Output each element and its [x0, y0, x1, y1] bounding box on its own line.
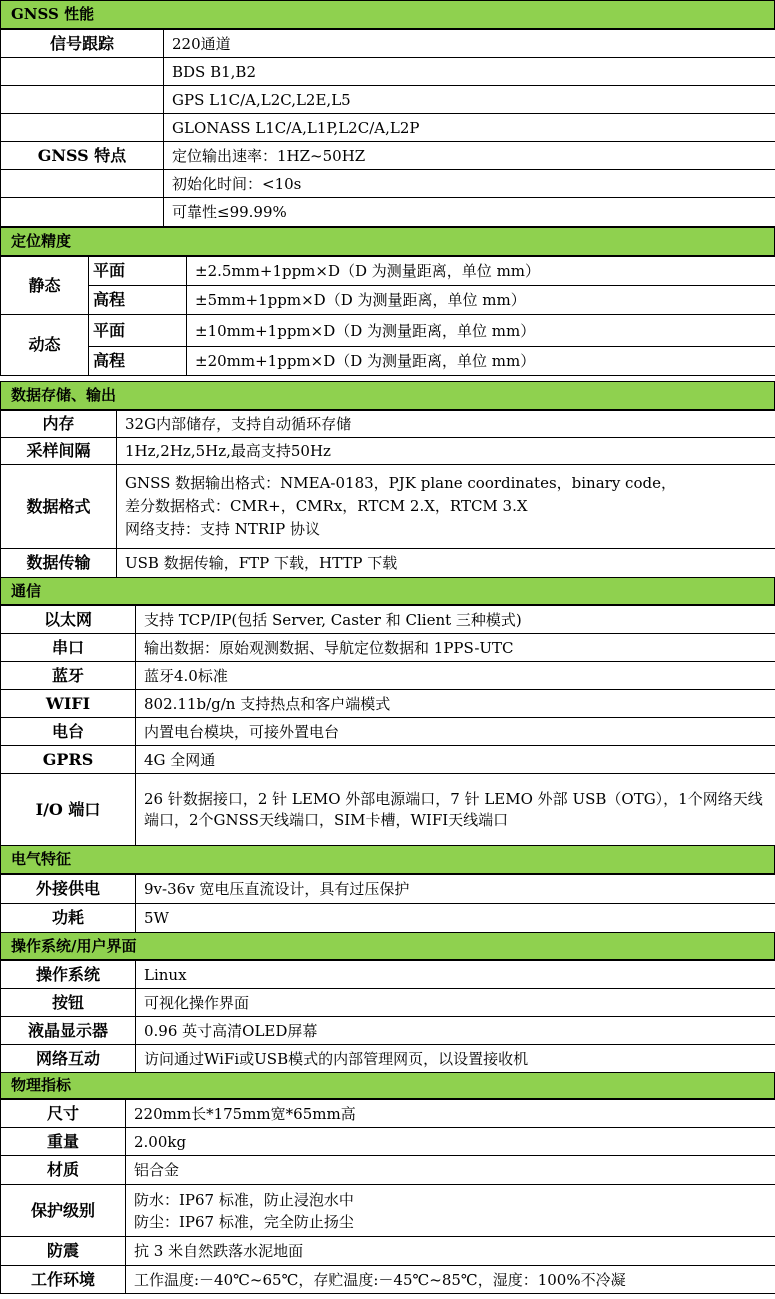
dynamic-label: 动态 — [1, 315, 89, 376]
height-label: 高程 — [89, 286, 187, 315]
comm-value: 26 针数据接口，2 针 LEMO 外部电源端口，7 针 LEMO 外部 USB（OTG），1个网络天线端口，2个GNSS天线端口，SIM卡槽，WIFI天线端口 — [136, 774, 775, 846]
weight-label: 重量 — [1, 1128, 126, 1156]
plane-label: 平面 — [89, 315, 187, 347]
comm-label: 电台 — [1, 718, 136, 746]
static-height-value: ±5mm+1ppm×D（D 为测量距离，单位 mm） — [187, 286, 775, 315]
sampling-interval-value: 1Hz,2Hz,5Hz,最高支持50Hz — [117, 438, 775, 465]
section-header-communication: 通信 — [0, 577, 775, 605]
electrical-label: 功耗 — [1, 904, 136, 933]
comm-value: 蓝牙4.0标准 — [136, 662, 775, 690]
dynamic-plane-value: ±10mm+1ppm×D（D 为测量距离，单位 mm） — [187, 315, 775, 347]
gnss-table — [0, 29, 775, 227]
plane-label: 平面 — [89, 257, 187, 286]
gnss-features-label: GNSS 特点 — [1, 142, 164, 170]
os-value: 访问通过WiFi或USB模式的内部管理网页，以设置接收机 — [136, 1045, 775, 1073]
os-table — [0, 960, 775, 1073]
gnss-value: GPS L1C/A,L2C,L2E,L5 — [164, 86, 775, 114]
protection-line: 防尘：IP67 标准，完全防止扬尘 — [134, 1212, 354, 1231]
os-label: 液晶显示器 — [1, 1017, 136, 1045]
gnss-value: 220通道 — [164, 30, 775, 58]
gnss-value: 定位输出速率：1HZ~50HZ — [164, 142, 775, 170]
data-transfer-label: 数据传输 — [1, 549, 117, 578]
physical-table — [0, 1099, 775, 1294]
section-header-storage: 数据存储、输出 — [0, 381, 775, 410]
sampling-interval-label: 采样间隔 — [1, 438, 117, 465]
comm-value: 内置电台模块，可接外置电台 — [136, 718, 775, 746]
electrical-value: 9v-36v 宽电压直流设计，具有过压保护 — [136, 875, 775, 904]
accuracy-table — [0, 256, 775, 376]
material-value: 铝合金 — [126, 1156, 775, 1185]
section-header-gnss: GNSS 性能 — [0, 0, 775, 29]
comm-label: 蓝牙 — [1, 662, 136, 690]
size-value: 220mm长*175mm宽*65mm高 — [126, 1100, 775, 1128]
comm-value: 输出数据：原始观测数据、导航定位数据和 1PPS-UTC — [136, 634, 775, 662]
data-transfer-value: USB 数据传输，FTP 下载，HTTP 下载 — [117, 549, 775, 578]
electrical-table — [0, 874, 775, 933]
comm-value: 802.11b/g/n 支持热点和客户端模式 — [136, 690, 775, 718]
section-header-accuracy: 定位精度 — [0, 227, 775, 256]
section-header-os: 操作系统/用户界面 — [0, 932, 775, 960]
gnss-value: 初始化时间：<10s — [164, 170, 775, 198]
height-label: 高程 — [89, 347, 187, 376]
comm-label: 以太网 — [1, 606, 136, 634]
data-format-line: GNSS 数据输出格式：NMEA-0183，PJK plane coordinates，binary code， — [125, 474, 676, 492]
gnss-value: GLONASS L1C/A,L1P,L2C/A,L2P — [164, 114, 775, 142]
shock-label: 防震 — [1, 1237, 126, 1266]
os-value: Linux — [136, 961, 775, 989]
shock-value: 抗 3 米自然跌落水泥地面 — [126, 1237, 775, 1266]
weight-value: 2.00kg — [126, 1128, 775, 1156]
material-label: 材质 — [1, 1156, 126, 1185]
comm-value: 4G 全网通 — [136, 746, 775, 774]
gnss-value: 可靠性≤99.99% — [164, 198, 775, 227]
os-label: 按钮 — [1, 989, 136, 1017]
comm-value: 支持 TCP/IP(包括 Server, Caster 和 Client 三种模式) — [136, 606, 775, 634]
signal-tracking-label: 信号跟踪 — [1, 30, 164, 58]
electrical-value: 5W — [136, 904, 775, 933]
section-header-physical: 物理指标 — [0, 1072, 775, 1099]
data-format-line: 差分数据格式：CMR+，CMRx，RTCM 2.X，RTCM 3.X — [125, 497, 528, 515]
comm-label: WIFI — [1, 690, 136, 718]
electrical-label: 外接供电 — [1, 875, 136, 904]
protection-line: 防水：IP67 标准，防止浸泡水中 — [134, 1190, 354, 1209]
os-value: 0.96 英寸高清OLED屏幕 — [136, 1017, 775, 1045]
memory-label: 内存 — [1, 411, 117, 438]
static-label: 静态 — [1, 257, 89, 315]
protection-label: 保护级别 — [1, 1185, 126, 1237]
environment-label: 工作环境 — [1, 1266, 126, 1294]
gnss-value: BDS B1,B2 — [164, 58, 775, 86]
data-format-label: 数据格式 — [1, 465, 117, 549]
memory-value: 32G内部储存，支持自动循环存储 — [117, 411, 775, 438]
comm-label: 串口 — [1, 634, 136, 662]
section-header-electrical: 电气特征 — [0, 845, 775, 874]
communication-table — [0, 605, 775, 846]
static-plane-value: ±2.5mm+1ppm×D（D 为测量距离，单位 mm） — [187, 257, 775, 286]
environment-value: 工作温度:－40℃~65℃，存贮温度:－45℃~85℃，湿度：100%不冷凝 — [126, 1266, 775, 1294]
os-value: 可视化操作界面 — [136, 989, 775, 1017]
os-label: 网络互动 — [1, 1045, 136, 1073]
os-label: 操作系统 — [1, 961, 136, 989]
data-format-line: 网络支持：支持 NTRIP 协议 — [125, 520, 320, 538]
dynamic-height-value: ±20mm+1ppm×D（D 为测量距离，单位 mm） — [187, 347, 775, 376]
comm-label: GPRS — [1, 746, 136, 774]
comm-label: I/O 端口 — [1, 774, 136, 846]
storage-table — [0, 410, 775, 578]
size-label: 尺寸 — [1, 1100, 126, 1128]
